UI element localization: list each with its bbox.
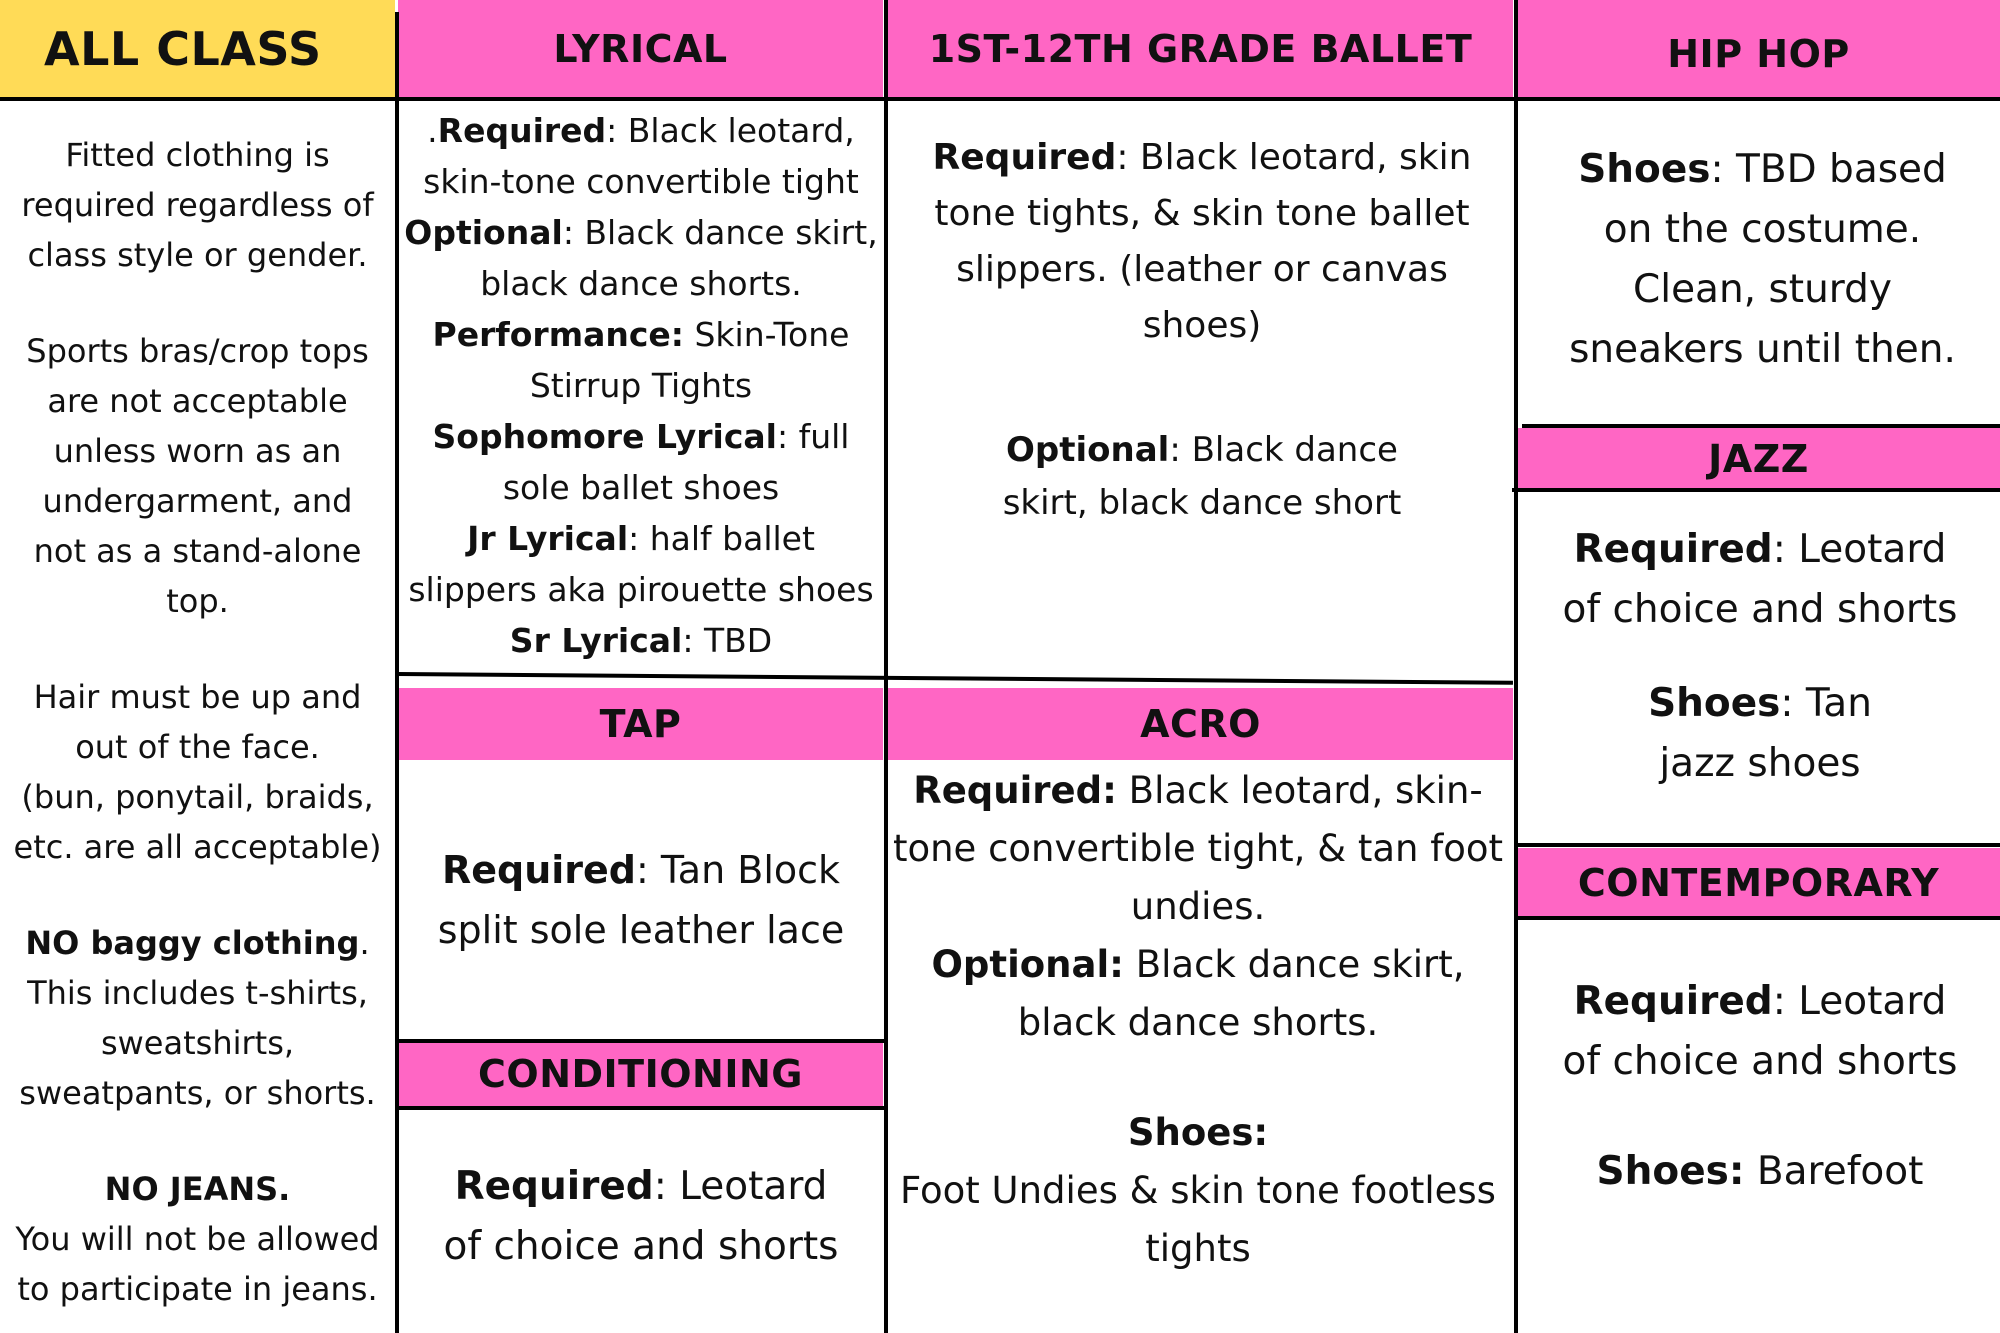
ballet-required-label: Required	[932, 137, 1117, 178]
jazz-rule-top	[1522, 424, 2000, 428]
all-class-fitted: Fitted clothing is required regardless of class style or gender.	[21, 136, 374, 274]
header-underline	[0, 97, 2000, 101]
lyrical-senior-label: Sr Lyrical	[509, 621, 683, 660]
all-class-title: ALL CLASS	[44, 21, 322, 76]
tap-body	[402, 840, 880, 960]
lyrical-header	[398, 0, 883, 97]
hiphop-shoes-text: : TBD based on the costume. Clean, sturdy sneakers until then.	[1569, 147, 1956, 372]
lyrical-sophomore-text: : full sole ballet shoes	[502, 417, 850, 507]
contemporary-body	[1540, 972, 1980, 1202]
jazz-body	[1540, 520, 1980, 794]
acro-body	[888, 762, 1508, 1278]
lyrical-performance-text: Skin-Tone Stirrup Tights	[529, 315, 850, 405]
conditioning-title: CONDITIONING	[478, 1052, 803, 1096]
ballet-optional-label: Optional	[1006, 430, 1170, 470]
jazz-title: JAZZ	[1708, 436, 1809, 481]
contemporary-header	[1517, 848, 2000, 918]
tap-required	[402, 840, 880, 960]
lyrical-required-text: : Black leotard, skin-tone convertible tight	[423, 111, 859, 201]
lyrical-senior-text: : TBD	[682, 621, 773, 660]
contemporary-shoes	[1540, 1142, 1980, 1202]
ballet-optional	[900, 424, 1504, 530]
tap-conditioning-rule-top	[398, 1039, 884, 1043]
conditioning-required-text: : Leotard of choice and shorts	[443, 1164, 839, 1269]
ballet-required	[900, 130, 1504, 354]
jazz-required	[1540, 520, 1980, 640]
contemporary-rule-top	[1517, 843, 2000, 847]
lyrical-title: LYRICAL	[553, 26, 728, 71]
lyrical-senior	[402, 615, 880, 666]
all-class-jeans	[0, 1164, 395, 1314]
jazz-rule-bottom	[1512, 488, 2000, 492]
acro-title: ACRO	[1140, 702, 1261, 746]
lyrical-optional-text: : Black dance skirt, black dance shorts.	[480, 213, 878, 303]
tap-header	[398, 688, 883, 760]
tap-required-text: : Tan Block split sole leather lace	[437, 848, 845, 952]
contemporary-shoes-label: Shoes:	[1596, 1149, 1745, 1194]
ballet-header	[888, 0, 1513, 97]
acro-optional	[888, 936, 1508, 1052]
tap-required-label: Required	[441, 848, 636, 892]
all-class-jeans-text: You will not be allowed to participate in jeans.	[15, 1220, 380, 1308]
lyrical-junior-text: : half ballet slippers aka pirouette shoes	[408, 519, 874, 609]
contemporary-required-label: Required	[1573, 979, 1773, 1024]
all-class-jeans-bold: NO JEANS.	[104, 1170, 291, 1208]
jazz-shoes-label: Shoes	[1648, 681, 1781, 726]
hiphop-title: HIP HOP	[1667, 31, 1850, 76]
lyrical-performance-label: Performance:	[432, 315, 684, 354]
lyrical-junior-label: Jr Lyrical	[467, 519, 629, 558]
contemporary-rule-bottom	[1517, 916, 2000, 920]
lyrical-body	[402, 105, 880, 666]
ballet-body	[900, 130, 1504, 530]
lyrical-required-prefix: .	[427, 111, 438, 150]
jazz-required-label: Required	[1573, 527, 1773, 572]
acro-shoes-label: Shoes:	[1127, 1111, 1269, 1154]
all-class-hair-styles: (bun, ponytail, braids, etc. are all acceptable)	[13, 778, 382, 866]
contemporary-shoes-text: Barefoot	[1744, 1149, 1924, 1194]
ballet-required-text: : Black leotard, skin tone tights, & skin tone ballet slippers. (leather or canvas shoes)	[934, 137, 1472, 346]
hiphop-shoes-label: Shoes	[1578, 147, 1711, 192]
middle-rule	[398, 672, 1513, 685]
acro-header	[888, 688, 1513, 760]
all-class-baggy-text: . This includes t-shirts, sweatshirts, sweatpants, or shorts.	[19, 924, 376, 1112]
lyrical-optional	[402, 207, 880, 309]
tap-title: TAP	[599, 702, 682, 746]
divider-3	[1514, 0, 1518, 1333]
jazz-required-text: : Leotard of choice and shorts	[1562, 527, 1958, 632]
acro-optional-text: Black dance skirt, black dance shorts.	[1017, 943, 1465, 1044]
acro-required	[888, 762, 1508, 936]
acro-required-label: Required:	[913, 769, 1117, 812]
acro-shoes-text: Foot Undies & skin tone footless tights	[900, 1169, 1496, 1270]
jazz-header	[1517, 428, 2000, 489]
all-class-baggy	[0, 918, 395, 1118]
hiphop-shoes	[1560, 140, 1965, 380]
lyrical-junior	[402, 513, 880, 615]
conditioning-body	[402, 1157, 880, 1277]
jazz-shoes	[1540, 674, 1980, 794]
jazz-shoes-text: : Tan jazz shoes	[1659, 681, 1872, 786]
tap-conditioning-rule-bottom	[398, 1106, 884, 1110]
conditioning-required-label: Required	[454, 1164, 654, 1209]
lyrical-required	[402, 105, 880, 207]
ballet-title: 1ST-12TH GRADE BALLET	[928, 26, 1473, 71]
contemporary-title: CONTEMPORARY	[1577, 861, 1940, 905]
all-class-hair: Hair must be up and out of the face.	[33, 678, 362, 766]
all-class-baggy-bold: NO baggy clothing	[25, 924, 360, 962]
lyrical-sophomore-label: Sophomore Lyrical	[432, 417, 777, 456]
acro-shoes	[888, 1104, 1508, 1278]
conditioning-header	[398, 1042, 883, 1106]
lyrical-optional-label: Optional	[404, 213, 563, 252]
ballet-optional-text: : Black dance skirt, black dance short	[1002, 430, 1402, 523]
acro-required-text: Black leotard, skin-tone convertible tight, & tan foot undies.	[892, 769, 1504, 928]
conditioning-required	[402, 1157, 880, 1277]
lyrical-required-label: Required	[437, 111, 607, 150]
hiphop-header	[1517, 0, 2000, 97]
all-class-body	[0, 130, 395, 1314]
all-class-sports-bras: Sports bras/crop tops are not acceptable unless worn as an undergarment, and not as a stand-alone top.	[26, 332, 369, 620]
all-class-header	[0, 0, 395, 97]
contemporary-required	[1540, 972, 1980, 1092]
hiphop-body	[1560, 140, 1965, 380]
acro-optional-label: Optional:	[931, 943, 1124, 986]
contemporary-required-text: : Leotard of choice and shorts	[1562, 979, 1958, 1084]
lyrical-sophomore	[402, 411, 880, 513]
lyrical-performance	[402, 309, 880, 411]
